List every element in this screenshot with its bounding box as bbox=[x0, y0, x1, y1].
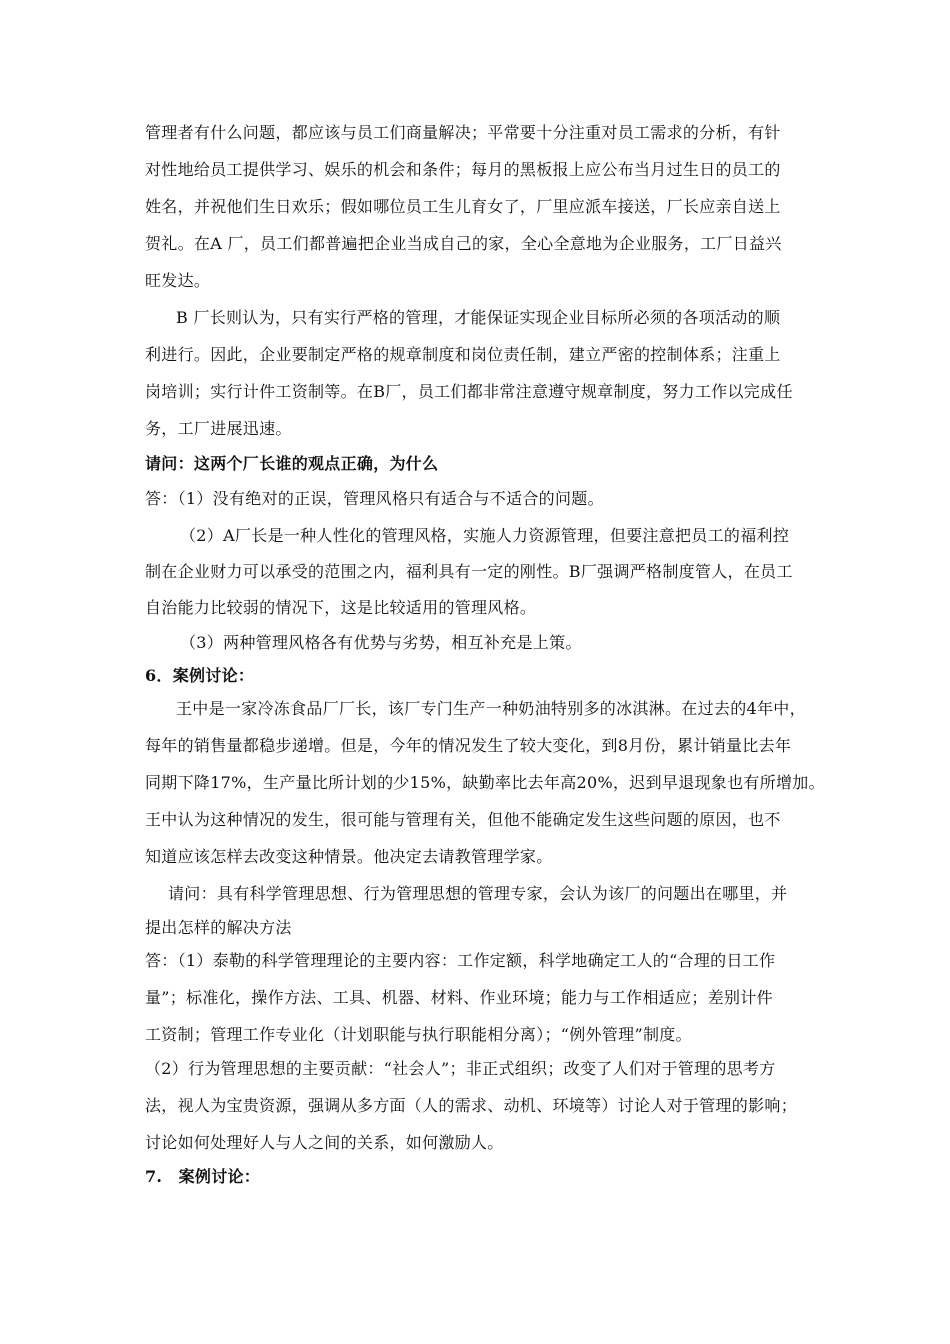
question-heading: 请问：这两个厂长谁的观点正确，为什么 bbox=[145, 454, 439, 473]
question-line: 提出怎样的解决方法 bbox=[145, 918, 292, 937]
answer-line: 法，视人为宝贵资源，强调从多方面（人的需求、动机、环境等）讨论人对于管理的影响； bbox=[145, 1096, 798, 1115]
answer-line: 工资制；管理工作专业化（计划职能与执行职能相分离）；“例外管理”制度。 bbox=[145, 1025, 692, 1044]
paragraph-line: 每年的销售量都稳步递增。但是，今年的情况发生了较大变化，到8月份，累计销量比去年 bbox=[145, 736, 792, 755]
section-heading: 7. 案例讨论： bbox=[145, 1167, 261, 1186]
answer-line: （3）两种管理风格各有优势与劣势，相互补充是上策。 bbox=[180, 633, 582, 652]
answer-line: （2）行为管理思想的主要贡献：“社会人”；非正式组织；改变了人们对于管理的思考方 bbox=[145, 1059, 776, 1078]
paragraph-line: 利进行。因此，企业要制定严格的规章制度和岗位责任制，建立严密的控制体系；注重上 bbox=[145, 345, 781, 364]
paragraph-line: 贺礼。在A 厂，员工们都普遍把企业当成自己的家，全心全意地为企业服务，工厂日益兴 bbox=[145, 234, 782, 253]
answer-line: 自治能力比较弱的情况下，这是比较适用的管理风格。 bbox=[145, 598, 537, 617]
paragraph-line: 同期下降17%，生产量比所计划的少15%，缺勤率比去年高20%，迟到早退现象也有所增加。 bbox=[145, 773, 825, 792]
paragraph-line: 王中认为这种情况的发生，很可能与管理有关，但他不能确定发生这些问题的原因，也不 bbox=[145, 810, 781, 829]
answer-line: 制在企业财力可以承受的范围之内，福利具有一定的刚性。B厂强调严格制度管人，在员工 bbox=[145, 562, 793, 581]
paragraph-line: 对性地给员工提供学习、娱乐的机会和条件；每月的黑板报上应公布当月过生日的员工的 bbox=[145, 160, 781, 179]
answer-line: 量”；标准化，操作方法、工具、机器、材料、作业环境；能力与工作相适应；差别计件 bbox=[145, 988, 773, 1007]
paragraph-line: 旺发达。 bbox=[145, 271, 211, 290]
section-heading: 6．案例讨论： bbox=[145, 666, 255, 685]
paragraph-line: 姓名，并祝他们生日欢乐；假如哪位员工生儿育女了，厂里应派车接送，厂长应亲自送上 bbox=[145, 197, 781, 216]
paragraph-line: B 厂长则认为，只有实行严格的管理，才能保证实现企业目标所必须的各项活动的顺 bbox=[176, 308, 781, 327]
paragraph-line: 管理者有什么问题，都应该与员工们商量解决；平常要十分注重对员工需求的分析，有针 bbox=[145, 123, 781, 142]
paragraph-line: 务，工厂进展迅速。 bbox=[145, 419, 292, 438]
question-line: 请问：具有科学管理思想、行为管理思想的管理专家，会认为该厂的问题出在哪里，并 bbox=[168, 884, 788, 903]
answer-line: 答：（1）没有绝对的正误，管理风格只有适合与不适合的问题。 bbox=[145, 489, 604, 508]
paragraph-line: 岗培训；实行计件工资制等。在B厂，员工们都非常注意遵守规章制度，努力工作以完成任 bbox=[145, 382, 793, 401]
answer-line: （2）A厂长是一种人性化的管理风格，实施人力资源管理，但要注意把员工的福利控 bbox=[180, 526, 790, 545]
answer-line: 答：（1）泰勒的科学管理理论的主要内容：工作定额，科学地确定工人的“合理的日工作 bbox=[145, 951, 776, 970]
paragraph-line: 知道应该怎样去改变这种情景。他决定去请教管理学家。 bbox=[145, 847, 553, 866]
paragraph-line: 王中是一家冷冻食品厂厂长，该厂专门生产一种奶油特别多的冰淇淋。在过去的4年中， bbox=[176, 699, 806, 718]
answer-line: 讨论如何处理好人与人之间的关系，如何激励人。 bbox=[145, 1133, 504, 1152]
